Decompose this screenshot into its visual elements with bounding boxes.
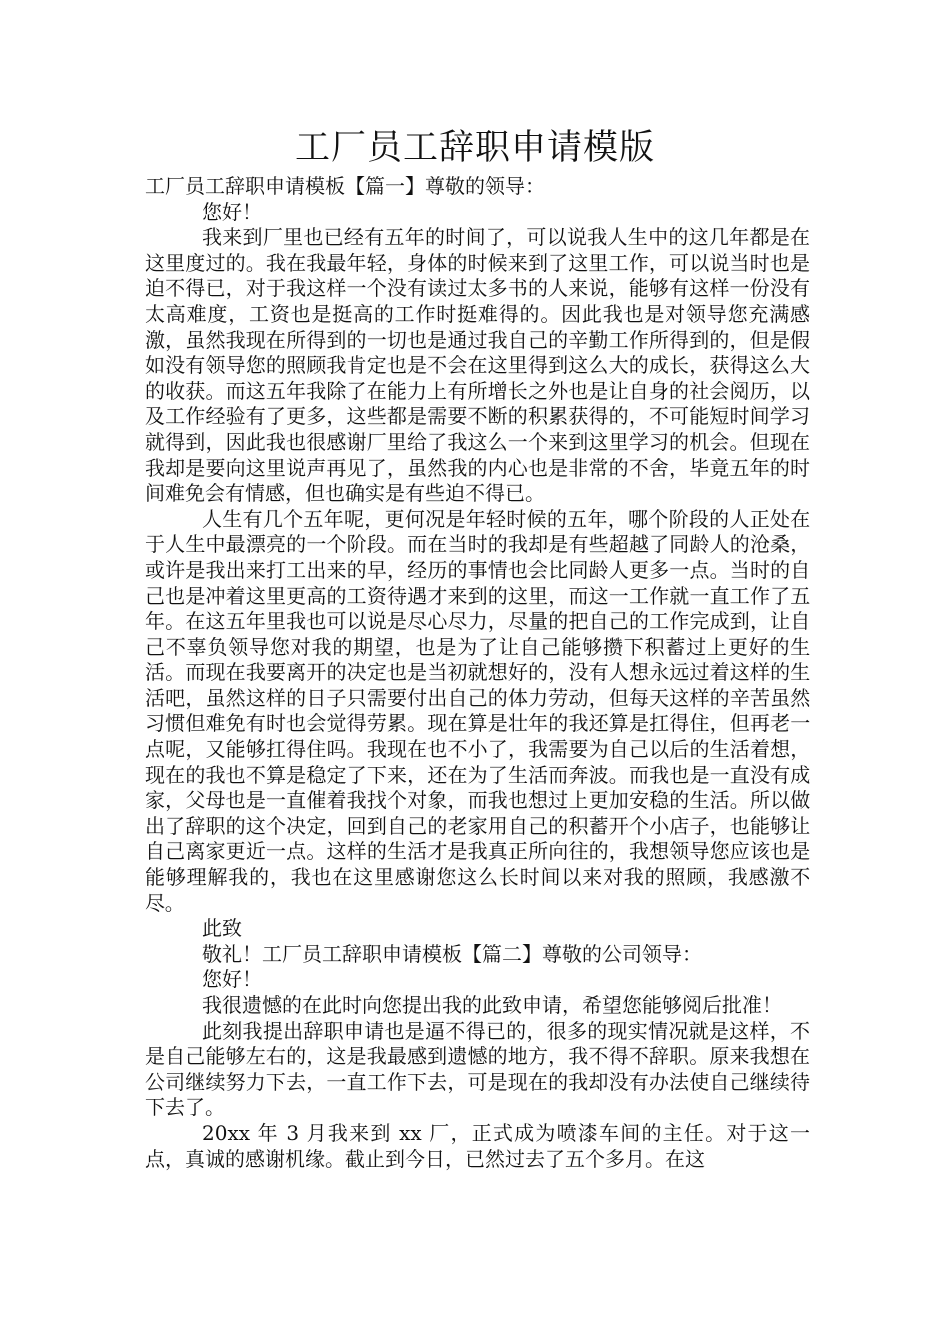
paragraph-body: 我很遗憾的在此时向您提出我的此致申请，希望您能够阅后批准！	[202, 993, 782, 1017]
paragraph-body: 我来到厂里也已经有五年的时间了，可以说我人生中的这几年都是在这里度过的。我在我最年轻，身体的时候来到了这里工作，可以说当时也是迫不得已，对于我这样一个没有读过太多书的人来说，能够有这样一份没有太高难度，工资也是挺高的工作时挺难得的。因此我也是对领导您充满感激，虽然我现在所得到的一切也是通过我自己的辛勤工作所得到的，但是假如没有领导您的照顾我肯定也是不会在这里得到这么大的成长，获得这么大的收获。而这五年我除了在能力上有所增长之外也是让自身的社会阅历，以及工作经验有了更多，这些都是需要不断的积累获得的，不可能短时间学习就得到，因此我也很感谢厂里给了我这么一个来到这里学习的机会。但现在我却是要向这里说声再见了，虽然我的内心也是非常的不舍，毕竟五年的时间难免会有情感，但也确实是有些迫不得已。	[145, 225, 810, 506]
paragraph-body: 人生有几个五年呢，更何况是年轻时候的五年，哪个阶段的人正处在于人生中最漂亮的一个阶段。而在当时的我却是有些超越了同龄人的沧桑，或许是我出来打工出来的早，经历的事情也会比同龄人更多一点。当时的自己也是冲着这里更高的工资待遇才来到的这里，而这一工作就一直工作了五年。在这五年里我也可以说是尽心尽力，尽量的把自己的工作完成到，让自己不辜负领导您对我的期望，也是为了让自己能够攒下积蓄过上更好的生活。而现在我要离开的决定也是当初就想好的，没有人想永远过着这样的生活吧，虽然这样的日子只需要付出自己的体力劳动，但每天这样的辛苦虽然习惯但难免有时也会觉得劳累。现在算是壮年的我还算是扛得住，但再老一点呢，又能够扛得住吗。我现在也不小了，我需要为自己以后的生活着想，现在的我也不算是稳定了下来，还在为了生活而奔波。而我也是一直没有成家，父母也是一直催着我找个对象，而我也想过上更加安稳的生活。所以做出了辞职的这个决定，回到自己的老家用自己的积蓄开个小店子，也能够让自己离家更近一点。这样的生活才是我真正所向往的，我想领导您应该也是能够理解我的，我也在这里感谢您这么长时间以来对我的照顾，我感激不尽。	[145, 506, 810, 915]
paragraph-greeting: 您好！	[202, 199, 262, 224]
paragraph-closing: 此致	[202, 916, 242, 941]
paragraph-greeting: 您好！	[202, 967, 262, 992]
paragraph-heading-part-two: 敬礼！工厂员工辞职申请模板【篇二】尊敬的公司领导：	[202, 941, 702, 966]
document-title: 工厂员工辞职申请模版	[294, 128, 655, 168]
document-body	[145, 174, 810, 1172]
paragraph-heading-part-one: 工厂员工辞职申请模板【篇一】尊敬的领导：	[145, 174, 545, 198]
paragraph-body: 此刻我提出辞职申请也是逼不得已的，很多的现实情况就是这样，不是自己能够左右的，这是我最感到遗憾的地方，我不得不辞职。原来我想在公司继续努力下去，一直工作下去，可是现在的我却没有办法使自己继续待下去了。	[145, 1018, 810, 1120]
paragraph-body: 20xx 年 3 月我来到 xx 厂，正式成为喷漆车间的主任。对于这一点，真诚的感谢机缘。截止到今日，已然过去了五个多月。在这	[145, 1120, 810, 1171]
